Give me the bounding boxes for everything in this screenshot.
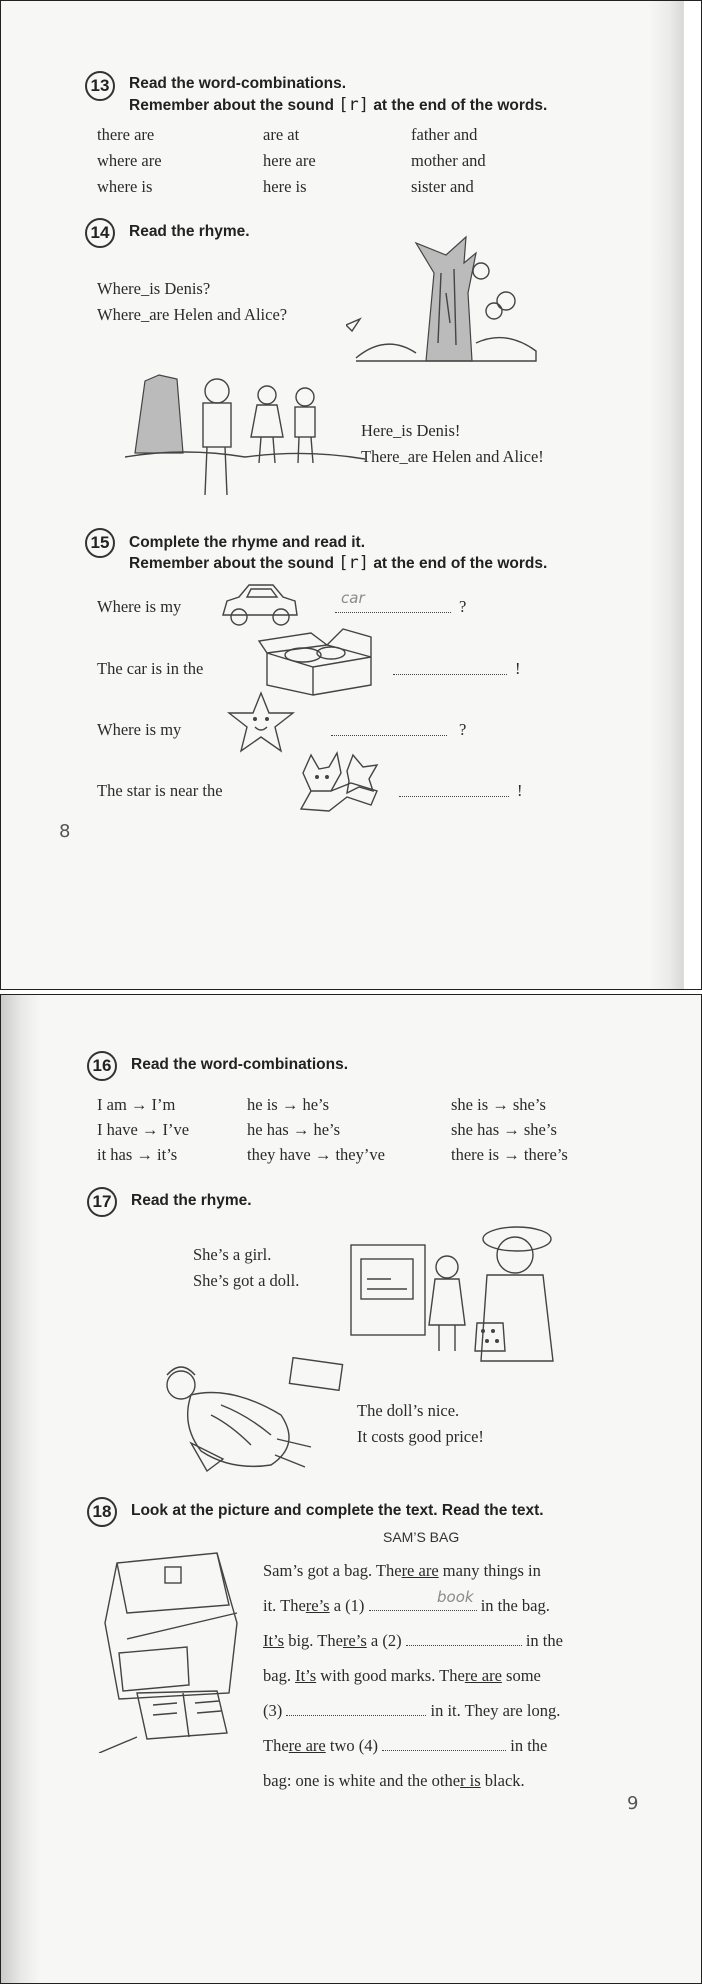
page-number: 9: [627, 1793, 639, 1814]
contraction: I am → I’m: [97, 1095, 176, 1114]
instruction-text: Remember about the sound: [129, 97, 334, 114]
exercise-instruction: Read the word-combinations.: [131, 1056, 349, 1073]
school-bag-illustration: [97, 1543, 247, 1753]
word-combination: are at: [263, 125, 300, 144]
handwritten-answer: car: [341, 589, 365, 607]
girl-buying-doll-illustration: [347, 1205, 557, 1365]
rhyme-line: Here_is Denis!: [361, 421, 461, 440]
answer-line[interactable]: [382, 1737, 506, 1751]
star-toy-icon: [223, 689, 299, 755]
text-line: There are two (4) in the: [263, 1736, 548, 1755]
word-combination: father and: [411, 125, 478, 144]
contraction: it has → it’s: [97, 1145, 178, 1164]
handwritten-answer: book: [437, 1588, 474, 1606]
contraction: he is → he’s: [247, 1095, 330, 1114]
exercise-instruction: Read the rhyme.: [129, 223, 250, 240]
exercise-number: 17: [87, 1187, 117, 1217]
box-icon: [257, 623, 381, 697]
contraction: she is → she’s: [451, 1095, 546, 1114]
exercise-number: 13: [85, 71, 115, 101]
word-combination: where is: [97, 177, 153, 196]
instruction-text: at the end of the words.: [373, 555, 548, 572]
punctuation: ?: [459, 720, 467, 739]
tree-with-children-illustration: [346, 233, 546, 363]
word-combination: sister and: [411, 177, 474, 196]
instruction-text: Remember about the sound: [129, 555, 334, 572]
text-line: it. There’s a (1) in the bag.: [263, 1596, 550, 1615]
workbook-page-9: [0, 994, 702, 1984]
rhyme-line: It costs good price!: [357, 1427, 484, 1446]
rhyme-line: Where_is Denis?: [97, 279, 211, 298]
exercise-instruction: [129, 553, 547, 573]
answer-line[interactable]: [406, 1632, 522, 1646]
exercise-instruction: Read the rhyme.: [131, 1192, 252, 1209]
workbook-page-8: [0, 0, 702, 990]
text-line: It’s big. There’s a (2) in the: [263, 1631, 563, 1650]
text-line: bag: one is white and the other is black.: [263, 1771, 525, 1790]
exercise-number: 15: [85, 528, 115, 558]
contraction: he has → he’s: [247, 1120, 341, 1139]
exercise-instruction: [129, 95, 547, 115]
text-title: SAM’S BAG: [383, 1529, 460, 1545]
rhyme-line: Where_are Helen and Alice?: [97, 305, 288, 324]
doll-with-gift-illustration: [151, 1355, 347, 1479]
rhyme-line: The doll’s nice.: [357, 1401, 460, 1420]
rhyme-line: Where is my: [97, 720, 182, 739]
exercise-number: 18: [87, 1497, 117, 1527]
contraction: I have → I’ve: [97, 1120, 190, 1139]
punctuation: ?: [459, 597, 467, 616]
answer-line[interactable]: [286, 1702, 426, 1716]
exercise-instruction: Read the word-combinations.: [129, 75, 347, 92]
answer-line[interactable]: [393, 661, 507, 680]
page-spine-shadow: [1, 995, 41, 1983]
instruction-text: at the end of the words.: [373, 97, 548, 114]
rhyme-line: She’s got a doll.: [193, 1271, 300, 1290]
word-combination: there are: [97, 125, 155, 144]
rhyme-line: There_are Helen and Alice!: [361, 447, 544, 466]
answer-line[interactable]: [399, 783, 509, 802]
phonetic-symbol: [r]: [338, 95, 369, 115]
answer-line[interactable]: [331, 722, 447, 741]
text-line: (3) in it. They are long.: [263, 1701, 561, 1720]
rhyme-line: She’s a girl.: [193, 1245, 272, 1264]
rhyme-line: The car is in the: [97, 659, 204, 678]
rhyme-line: Where is my: [97, 597, 182, 616]
children-near-tree-illustration: [125, 371, 365, 511]
page-number: 8: [59, 821, 71, 842]
word-combination: here are: [263, 151, 316, 170]
contraction: there is → there’s: [451, 1145, 568, 1164]
punctuation: !: [515, 659, 521, 678]
page-edge: [683, 1, 701, 989]
contraction: she has → she’s: [451, 1120, 557, 1139]
punctuation: !: [517, 781, 523, 800]
word-combination: mother and: [411, 151, 486, 170]
exercise-number: 16: [87, 1051, 117, 1081]
phonetic-symbol: [r]: [338, 553, 369, 573]
fox-toy-icon: [281, 747, 383, 817]
text-line: bag. It’s with good marks. There are some: [263, 1666, 541, 1685]
exercise-instruction: Complete the rhyme and read it.: [129, 534, 365, 551]
rhyme-line: The star is near the: [97, 781, 223, 800]
exercise-instruction: Look at the picture and complete the text. Read the text.: [131, 1502, 544, 1519]
word-combination: here is: [263, 177, 307, 196]
text-line: Sam’s got a bag. There are many things in: [263, 1561, 541, 1580]
word-combination: where are: [97, 151, 162, 170]
exercise-number: 14: [85, 218, 115, 248]
contraction: they have → they’ve: [247, 1145, 385, 1164]
